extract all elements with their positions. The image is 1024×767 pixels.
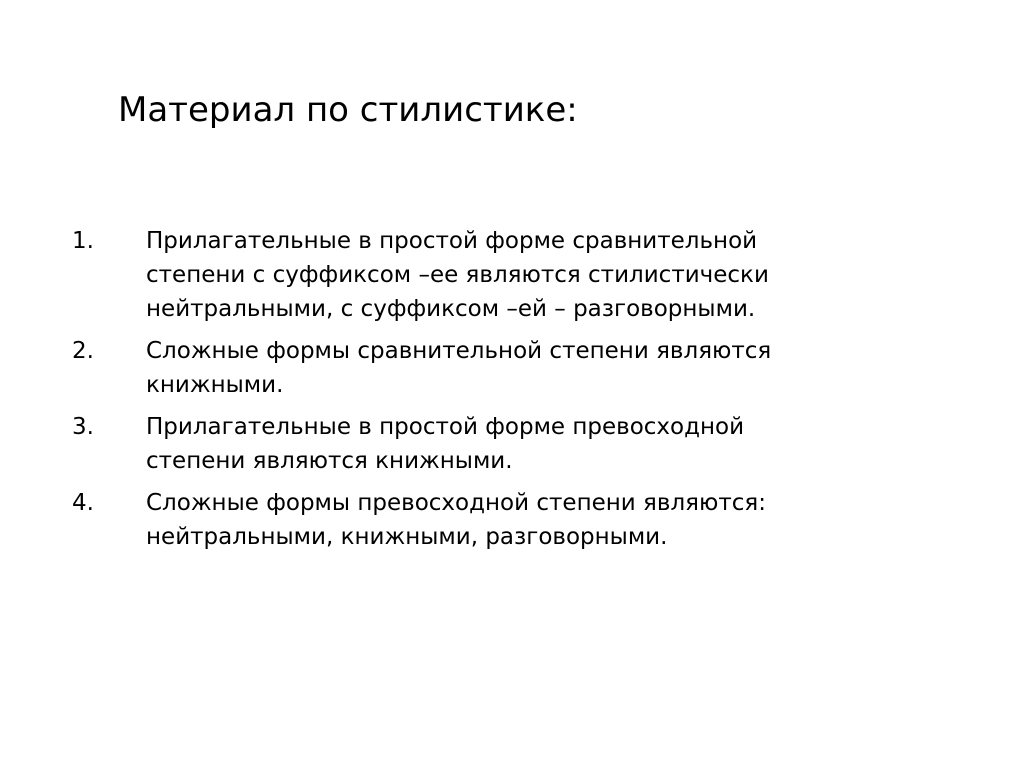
slide-title: Материал по стилистике: bbox=[118, 90, 578, 130]
list-item-4 bbox=[72, 486, 972, 554]
item-line: степени с суффиксом –ее являются стилистически bbox=[146, 262, 769, 288]
item-number: 3. bbox=[72, 414, 94, 440]
item-line: Сложные формы сравнительной степени являются bbox=[146, 338, 772, 364]
statement-list bbox=[72, 224, 972, 562]
list-item-1 bbox=[72, 224, 972, 326]
item-text bbox=[146, 224, 972, 326]
item-text bbox=[146, 334, 972, 402]
item-line: степени являются книжными. bbox=[146, 448, 513, 474]
item-number: 1. bbox=[72, 228, 94, 254]
list-item-3 bbox=[72, 410, 972, 478]
item-line: книжными. bbox=[146, 372, 284, 398]
item-text bbox=[146, 486, 972, 554]
list-item-2 bbox=[72, 334, 972, 402]
item-line: нейтральными, с суффиксом –ей – разговорными. bbox=[146, 296, 756, 322]
item-number: 2. bbox=[72, 338, 94, 364]
item-line: нейтральными, книжными, разговорными. bbox=[146, 524, 668, 550]
item-number: 4. bbox=[72, 490, 94, 516]
item-line: Прилагательные в простой форме сравнительной bbox=[146, 228, 758, 254]
item-line: Сложные формы превосходной степени являются: bbox=[146, 490, 766, 516]
item-text bbox=[146, 410, 972, 478]
item-line: Прилагательные в простой форме превосходной bbox=[146, 414, 745, 440]
